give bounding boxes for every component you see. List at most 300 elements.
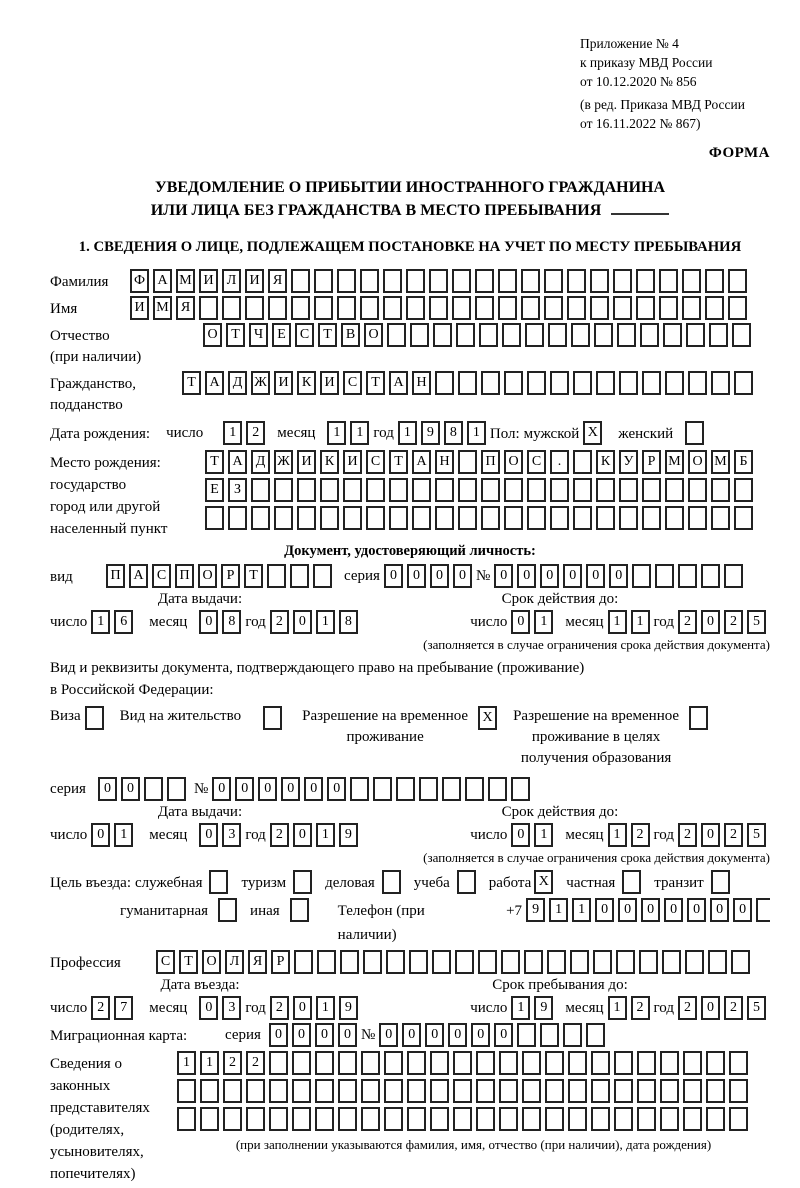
- representative-char-box[interactable]: [453, 1107, 472, 1131]
- stay-year-box[interactable]: 2: [678, 996, 697, 1020]
- representative-char-box[interactable]: 1: [200, 1051, 219, 1075]
- representative-char-box[interactable]: [706, 1051, 725, 1075]
- birth-place-char-box[interactable]: [688, 478, 707, 502]
- birth-place-char-box[interactable]: У: [619, 450, 638, 474]
- birth-place-char-box[interactable]: [366, 478, 385, 502]
- representative-char-box[interactable]: [246, 1107, 265, 1131]
- patronymic-char-box[interactable]: Ч: [249, 323, 268, 347]
- valid-month-box[interactable]: 2: [631, 823, 650, 847]
- profession-char-box[interactable]: [662, 950, 681, 974]
- issue-month-box[interactable]: 0: [199, 610, 218, 634]
- purpose-box[interactable]: [293, 870, 312, 894]
- entry-year-box[interactable]: 1: [316, 996, 335, 1020]
- doc-number-box[interactable]: 0: [540, 564, 559, 588]
- representative-char-box[interactable]: [591, 1107, 610, 1131]
- residence-series-box[interactable]: 0: [98, 777, 117, 801]
- birth-place-char-box[interactable]: Б: [734, 450, 753, 474]
- representative-char-box[interactable]: [545, 1079, 564, 1103]
- birth-place-char-box[interactable]: [573, 478, 592, 502]
- patronymic-char-box[interactable]: [433, 323, 452, 347]
- purpose-box[interactable]: [711, 870, 730, 894]
- birth-place-char-box[interactable]: [389, 478, 408, 502]
- birth-place-char-box[interactable]: Д: [251, 450, 270, 474]
- birth-place-char-box[interactable]: [527, 478, 546, 502]
- birth-year-box[interactable]: 1: [398, 421, 417, 445]
- residence-number-box[interactable]: [511, 777, 530, 801]
- migration-number-box[interactable]: [517, 1023, 536, 1047]
- patronymic-char-box[interactable]: [479, 323, 498, 347]
- birth-place-char-box[interactable]: С: [366, 450, 385, 474]
- name-char-box[interactable]: [590, 296, 609, 320]
- citizenship-char-box[interactable]: [435, 371, 454, 395]
- migration-series-box[interactable]: 0: [269, 1023, 288, 1047]
- phone-digit-box[interactable]: 0: [618, 898, 637, 922]
- birth-place-char-box[interactable]: [205, 506, 224, 530]
- citizenship-char-box[interactable]: [527, 371, 546, 395]
- patronymic-char-box[interactable]: [663, 323, 682, 347]
- patronymic-char-box[interactable]: [410, 323, 429, 347]
- name-char-box[interactable]: М: [153, 296, 172, 320]
- birth-place-char-box[interactable]: И: [297, 450, 316, 474]
- representative-char-box[interactable]: [499, 1051, 518, 1075]
- doc-kind-char-box[interactable]: [313, 564, 332, 588]
- name-char-box[interactable]: И: [130, 296, 149, 320]
- birth-place-char-box[interactable]: С: [527, 450, 546, 474]
- profession-char-box[interactable]: Р: [271, 950, 290, 974]
- gender-female-box[interactable]: [685, 421, 704, 445]
- birth-place-char-box[interactable]: [481, 506, 500, 530]
- representative-char-box[interactable]: [292, 1051, 311, 1075]
- name-char-box[interactable]: [291, 296, 310, 320]
- valid-year-box[interactable]: 5: [747, 823, 766, 847]
- surname-char-box[interactable]: М: [176, 269, 195, 293]
- patronymic-char-box[interactable]: [686, 323, 705, 347]
- doc-kind-char-box[interactable]: П: [106, 564, 125, 588]
- profession-char-box[interactable]: [317, 950, 336, 974]
- residence-number-box[interactable]: [350, 777, 369, 801]
- name-char-box[interactable]: [222, 296, 241, 320]
- profession-char-box[interactable]: [547, 950, 566, 974]
- doc-number-box[interactable]: 0: [586, 564, 605, 588]
- patronymic-char-box[interactable]: О: [203, 323, 222, 347]
- migration-number-box[interactable]: 0: [448, 1023, 467, 1047]
- migration-series-box[interactable]: 0: [292, 1023, 311, 1047]
- residence-number-box[interactable]: 0: [212, 777, 231, 801]
- name-char-box[interactable]: [567, 296, 586, 320]
- birth-place-char-box[interactable]: П: [481, 450, 500, 474]
- citizenship-char-box[interactable]: [688, 371, 707, 395]
- birth-place-char-box[interactable]: [458, 450, 477, 474]
- representative-char-box[interactable]: [269, 1079, 288, 1103]
- birth-place-char-box[interactable]: [458, 478, 477, 502]
- phone-digit-box[interactable]: 1: [549, 898, 568, 922]
- surname-char-box[interactable]: [383, 269, 402, 293]
- patronymic-char-box[interactable]: [640, 323, 659, 347]
- representative-char-box[interactable]: [269, 1107, 288, 1131]
- birth-day-box[interactable]: 2: [246, 421, 265, 445]
- representative-char-box[interactable]: [706, 1107, 725, 1131]
- issue-year-box[interactable]: 0: [293, 610, 312, 634]
- valid-year-box[interactable]: 5: [747, 610, 766, 634]
- valid-year-box[interactable]: 2: [678, 823, 697, 847]
- birth-place-char-box[interactable]: [274, 478, 293, 502]
- doc-kind-char-box[interactable]: Р: [221, 564, 240, 588]
- representative-char-box[interactable]: [223, 1079, 242, 1103]
- migration-number-box[interactable]: 0: [471, 1023, 490, 1047]
- representative-char-box[interactable]: [453, 1079, 472, 1103]
- issue-month-box[interactable]: 8: [222, 610, 241, 634]
- valid-day-box[interactable]: 1: [534, 823, 553, 847]
- birth-place-char-box[interactable]: [481, 478, 500, 502]
- residence-number-box[interactable]: [419, 777, 438, 801]
- residence-series-box[interactable]: 0: [121, 777, 140, 801]
- surname-char-box[interactable]: А: [153, 269, 172, 293]
- name-char-box[interactable]: [199, 296, 218, 320]
- birth-place-char-box[interactable]: [734, 478, 753, 502]
- name-char-box[interactable]: [429, 296, 448, 320]
- representative-char-box[interactable]: [476, 1079, 495, 1103]
- representative-char-box[interactable]: [200, 1107, 219, 1131]
- representative-char-box[interactable]: [568, 1051, 587, 1075]
- birth-place-char-box[interactable]: [596, 478, 615, 502]
- birth-place-char-box[interactable]: [504, 478, 523, 502]
- migration-number-box[interactable]: 0: [425, 1023, 444, 1047]
- issue-year-box[interactable]: 2: [270, 823, 289, 847]
- birth-place-char-box[interactable]: [642, 506, 661, 530]
- birth-place-char-box[interactable]: Т: [205, 450, 224, 474]
- surname-char-box[interactable]: И: [199, 269, 218, 293]
- migration-number-box[interactable]: [563, 1023, 582, 1047]
- doc-kind-char-box[interactable]: О: [198, 564, 217, 588]
- name-char-box[interactable]: [682, 296, 701, 320]
- birth-place-char-box[interactable]: [619, 478, 638, 502]
- doc-series-box[interactable]: 0: [384, 564, 403, 588]
- surname-char-box[interactable]: [360, 269, 379, 293]
- surname-char-box[interactable]: Л: [222, 269, 241, 293]
- valid-month-box[interactable]: 1: [608, 610, 627, 634]
- representative-char-box[interactable]: [522, 1051, 541, 1075]
- migration-series-box[interactable]: 0: [338, 1023, 357, 1047]
- valid-month-box[interactable]: 1: [631, 610, 650, 634]
- stay-day-box[interactable]: 1: [511, 996, 530, 1020]
- patronymic-char-box[interactable]: [732, 323, 751, 347]
- representative-char-box[interactable]: [614, 1051, 633, 1075]
- birth-place-char-box[interactable]: [389, 506, 408, 530]
- citizenship-char-box[interactable]: С: [343, 371, 362, 395]
- profession-char-box[interactable]: [616, 950, 635, 974]
- representative-char-box[interactable]: [614, 1107, 633, 1131]
- temp-permit-box[interactable]: X: [478, 706, 497, 730]
- birth-place-char-box[interactable]: [665, 506, 684, 530]
- patronymic-char-box[interactable]: Е: [272, 323, 291, 347]
- representative-char-box[interactable]: [292, 1107, 311, 1131]
- birth-place-char-box[interactable]: [642, 478, 661, 502]
- birth-place-char-box[interactable]: [366, 506, 385, 530]
- entry-year-box[interactable]: 9: [339, 996, 358, 1020]
- birth-place-char-box[interactable]: М: [711, 450, 730, 474]
- valid-year-box[interactable]: 2: [724, 610, 743, 634]
- stay-day-box[interactable]: 9: [534, 996, 553, 1020]
- representative-char-box[interactable]: [614, 1079, 633, 1103]
- birth-place-char-box[interactable]: [619, 506, 638, 530]
- birth-year-box[interactable]: 1: [467, 421, 486, 445]
- patronymic-char-box[interactable]: В: [341, 323, 360, 347]
- patronymic-char-box[interactable]: О: [364, 323, 383, 347]
- citizenship-char-box[interactable]: [665, 371, 684, 395]
- issue-year-box[interactable]: 2: [270, 610, 289, 634]
- profession-char-box[interactable]: [363, 950, 382, 974]
- representative-char-box[interactable]: [453, 1051, 472, 1075]
- surname-char-box[interactable]: [498, 269, 517, 293]
- residence-number-box[interactable]: [465, 777, 484, 801]
- representative-char-box[interactable]: [729, 1079, 748, 1103]
- birth-place-char-box[interactable]: З: [228, 478, 247, 502]
- birth-month-box[interactable]: 1: [350, 421, 369, 445]
- profession-char-box[interactable]: [501, 950, 520, 974]
- issue-year-box[interactable]: 9: [339, 823, 358, 847]
- representative-char-box[interactable]: [683, 1079, 702, 1103]
- profession-char-box[interactable]: Л: [225, 950, 244, 974]
- birth-place-char-box[interactable]: О: [504, 450, 523, 474]
- citizenship-char-box[interactable]: [711, 371, 730, 395]
- birth-year-box[interactable]: 8: [444, 421, 463, 445]
- representative-char-box[interactable]: [568, 1107, 587, 1131]
- residence-number-box[interactable]: 0: [258, 777, 277, 801]
- representative-char-box[interactable]: [568, 1079, 587, 1103]
- representative-char-box[interactable]: [729, 1051, 748, 1075]
- birth-place-char-box[interactable]: К: [320, 450, 339, 474]
- gender-male-box[interactable]: X: [583, 421, 602, 445]
- doc-kind-char-box[interactable]: [267, 564, 286, 588]
- name-char-box[interactable]: [245, 296, 264, 320]
- birth-place-char-box[interactable]: [665, 478, 684, 502]
- name-char-box[interactable]: Я: [176, 296, 195, 320]
- name-char-box[interactable]: [452, 296, 471, 320]
- citizenship-char-box[interactable]: Н: [412, 371, 431, 395]
- representative-char-box[interactable]: [660, 1107, 679, 1131]
- surname-char-box[interactable]: [406, 269, 425, 293]
- valid-day-box[interactable]: 0: [511, 823, 530, 847]
- representative-char-box[interactable]: [361, 1107, 380, 1131]
- doc-number-box[interactable]: [678, 564, 697, 588]
- name-char-box[interactable]: [613, 296, 632, 320]
- doc-number-box[interactable]: [724, 564, 743, 588]
- birth-place-char-box[interactable]: [550, 478, 569, 502]
- patronymic-char-box[interactable]: [525, 323, 544, 347]
- purpose-box[interactable]: [218, 898, 237, 922]
- valid-year-box[interactable]: 2: [724, 823, 743, 847]
- doc-kind-char-box[interactable]: А: [129, 564, 148, 588]
- birth-place-char-box[interactable]: И: [343, 450, 362, 474]
- representative-char-box[interactable]: [591, 1079, 610, 1103]
- migration-number-box[interactable]: [540, 1023, 559, 1047]
- profession-char-box[interactable]: [708, 950, 727, 974]
- patronymic-char-box[interactable]: Т: [226, 323, 245, 347]
- birth-place-char-box[interactable]: К: [596, 450, 615, 474]
- purpose-box[interactable]: [622, 870, 641, 894]
- birth-place-char-box[interactable]: [251, 478, 270, 502]
- birth-place-char-box[interactable]: М: [665, 450, 684, 474]
- entry-month-box[interactable]: 3: [222, 996, 241, 1020]
- citizenship-char-box[interactable]: [734, 371, 753, 395]
- representative-char-box[interactable]: [384, 1079, 403, 1103]
- profession-char-box[interactable]: [455, 950, 474, 974]
- birth-place-char-box[interactable]: Т: [389, 450, 408, 474]
- representative-char-box[interactable]: [269, 1051, 288, 1075]
- birth-place-char-box[interactable]: [412, 506, 431, 530]
- valid-year-box[interactable]: 2: [678, 610, 697, 634]
- patronymic-char-box[interactable]: Т: [318, 323, 337, 347]
- phone-digit-box[interactable]: 0: [733, 898, 752, 922]
- profession-char-box[interactable]: С: [156, 950, 175, 974]
- birth-place-char-box[interactable]: [688, 506, 707, 530]
- doc-number-box[interactable]: [632, 564, 651, 588]
- citizenship-char-box[interactable]: [573, 371, 592, 395]
- valid-year-box[interactable]: 0: [701, 610, 720, 634]
- name-char-box[interactable]: [383, 296, 402, 320]
- birth-place-char-box[interactable]: [320, 506, 339, 530]
- representative-char-box[interactable]: [430, 1051, 449, 1075]
- profession-char-box[interactable]: [731, 950, 750, 974]
- surname-char-box[interactable]: [659, 269, 678, 293]
- residence-number-box[interactable]: 0: [304, 777, 323, 801]
- residence-series-box[interactable]: [144, 777, 163, 801]
- representative-char-box[interactable]: 2: [246, 1051, 265, 1075]
- doc-kind-char-box[interactable]: П: [175, 564, 194, 588]
- citizenship-char-box[interactable]: И: [274, 371, 293, 395]
- citizenship-char-box[interactable]: [504, 371, 523, 395]
- doc-kind-char-box[interactable]: [290, 564, 309, 588]
- surname-char-box[interactable]: [314, 269, 333, 293]
- birth-place-char-box[interactable]: .: [550, 450, 569, 474]
- birth-place-char-box[interactable]: [297, 506, 316, 530]
- birth-place-char-box[interactable]: [435, 478, 454, 502]
- citizenship-char-box[interactable]: [619, 371, 638, 395]
- residence-number-box[interactable]: 0: [235, 777, 254, 801]
- citizenship-char-box[interactable]: [481, 371, 500, 395]
- name-char-box[interactable]: [728, 296, 747, 320]
- patronymic-char-box[interactable]: С: [295, 323, 314, 347]
- patronymic-char-box[interactable]: [617, 323, 636, 347]
- representative-char-box[interactable]: [315, 1051, 334, 1075]
- representative-char-box[interactable]: [384, 1051, 403, 1075]
- citizenship-char-box[interactable]: Ж: [251, 371, 270, 395]
- representative-char-box[interactable]: [223, 1107, 242, 1131]
- profession-char-box[interactable]: Я: [248, 950, 267, 974]
- phone-digit-box[interactable]: 0: [687, 898, 706, 922]
- birth-place-char-box[interactable]: [573, 506, 592, 530]
- representative-char-box[interactable]: [683, 1051, 702, 1075]
- surname-char-box[interactable]: [636, 269, 655, 293]
- representative-char-box[interactable]: [729, 1107, 748, 1131]
- representative-char-box[interactable]: [384, 1107, 403, 1131]
- birth-place-char-box[interactable]: [274, 506, 293, 530]
- surname-char-box[interactable]: [613, 269, 632, 293]
- name-char-box[interactable]: [498, 296, 517, 320]
- migration-number-box[interactable]: 0: [402, 1023, 421, 1047]
- birth-place-char-box[interactable]: Р: [642, 450, 661, 474]
- representative-char-box[interactable]: [338, 1107, 357, 1131]
- entry-year-box[interactable]: 2: [270, 996, 289, 1020]
- profession-char-box[interactable]: [478, 950, 497, 974]
- birth-place-char-box[interactable]: [435, 506, 454, 530]
- doc-number-box[interactable]: 0: [609, 564, 628, 588]
- migration-series-box[interactable]: 0: [315, 1023, 334, 1047]
- representative-char-box[interactable]: [591, 1051, 610, 1075]
- representative-char-box[interactable]: [315, 1079, 334, 1103]
- profession-char-box[interactable]: [570, 950, 589, 974]
- surname-char-box[interactable]: [728, 269, 747, 293]
- valid-year-box[interactable]: 0: [701, 823, 720, 847]
- surname-char-box[interactable]: И: [245, 269, 264, 293]
- surname-char-box[interactable]: [291, 269, 310, 293]
- representative-char-box[interactable]: [499, 1079, 518, 1103]
- stay-month-box[interactable]: 2: [631, 996, 650, 1020]
- issue-month-box[interactable]: 3: [222, 823, 241, 847]
- issue-day-box[interactable]: 1: [91, 610, 110, 634]
- profession-char-box[interactable]: [685, 950, 704, 974]
- patronymic-char-box[interactable]: [387, 323, 406, 347]
- representative-char-box[interactable]: [246, 1079, 265, 1103]
- patronymic-char-box[interactable]: [548, 323, 567, 347]
- residence-permit-box[interactable]: [263, 706, 282, 730]
- birth-place-char-box[interactable]: Е: [205, 478, 224, 502]
- representative-char-box[interactable]: [407, 1051, 426, 1075]
- edu-permit-box[interactable]: [689, 706, 708, 730]
- representative-char-box[interactable]: [177, 1107, 196, 1131]
- birth-place-char-box[interactable]: [711, 478, 730, 502]
- name-char-box[interactable]: [636, 296, 655, 320]
- surname-char-box[interactable]: [475, 269, 494, 293]
- stay-year-box[interactable]: 0: [701, 996, 720, 1020]
- surname-char-box[interactable]: [544, 269, 563, 293]
- phone-digit-box[interactable]: [756, 898, 770, 922]
- birth-year-box[interactable]: 9: [421, 421, 440, 445]
- doc-number-box[interactable]: 0: [517, 564, 536, 588]
- birth-place-char-box[interactable]: О: [688, 450, 707, 474]
- profession-char-box[interactable]: [524, 950, 543, 974]
- citizenship-char-box[interactable]: [458, 371, 477, 395]
- issue-day-box[interactable]: 6: [114, 610, 133, 634]
- doc-kind-char-box[interactable]: С: [152, 564, 171, 588]
- phone-digit-box[interactable]: 0: [664, 898, 683, 922]
- name-char-box[interactable]: [337, 296, 356, 320]
- representative-char-box[interactable]: [361, 1051, 380, 1075]
- birth-month-box[interactable]: 1: [327, 421, 346, 445]
- birth-place-char-box[interactable]: [343, 506, 362, 530]
- birth-place-char-box[interactable]: [343, 478, 362, 502]
- patronymic-char-box[interactable]: [709, 323, 728, 347]
- stay-year-box[interactable]: 5: [747, 996, 766, 1020]
- phone-digit-box[interactable]: 9: [526, 898, 545, 922]
- representative-char-box[interactable]: [683, 1107, 702, 1131]
- doc-series-box[interactable]: 0: [430, 564, 449, 588]
- doc-number-box[interactable]: 0: [494, 564, 513, 588]
- name-char-box[interactable]: [659, 296, 678, 320]
- birth-place-char-box[interactable]: [251, 506, 270, 530]
- surname-char-box[interactable]: [429, 269, 448, 293]
- representative-char-box[interactable]: 2: [223, 1051, 242, 1075]
- purpose-box[interactable]: [290, 898, 309, 922]
- doc-number-box[interactable]: [655, 564, 674, 588]
- birth-place-char-box[interactable]: [412, 478, 431, 502]
- visa-box[interactable]: [85, 706, 104, 730]
- profession-char-box[interactable]: [639, 950, 658, 974]
- migration-number-box[interactable]: 0: [494, 1023, 513, 1047]
- surname-char-box[interactable]: [521, 269, 540, 293]
- representative-char-box[interactable]: [545, 1051, 564, 1075]
- residence-number-box[interactable]: [488, 777, 507, 801]
